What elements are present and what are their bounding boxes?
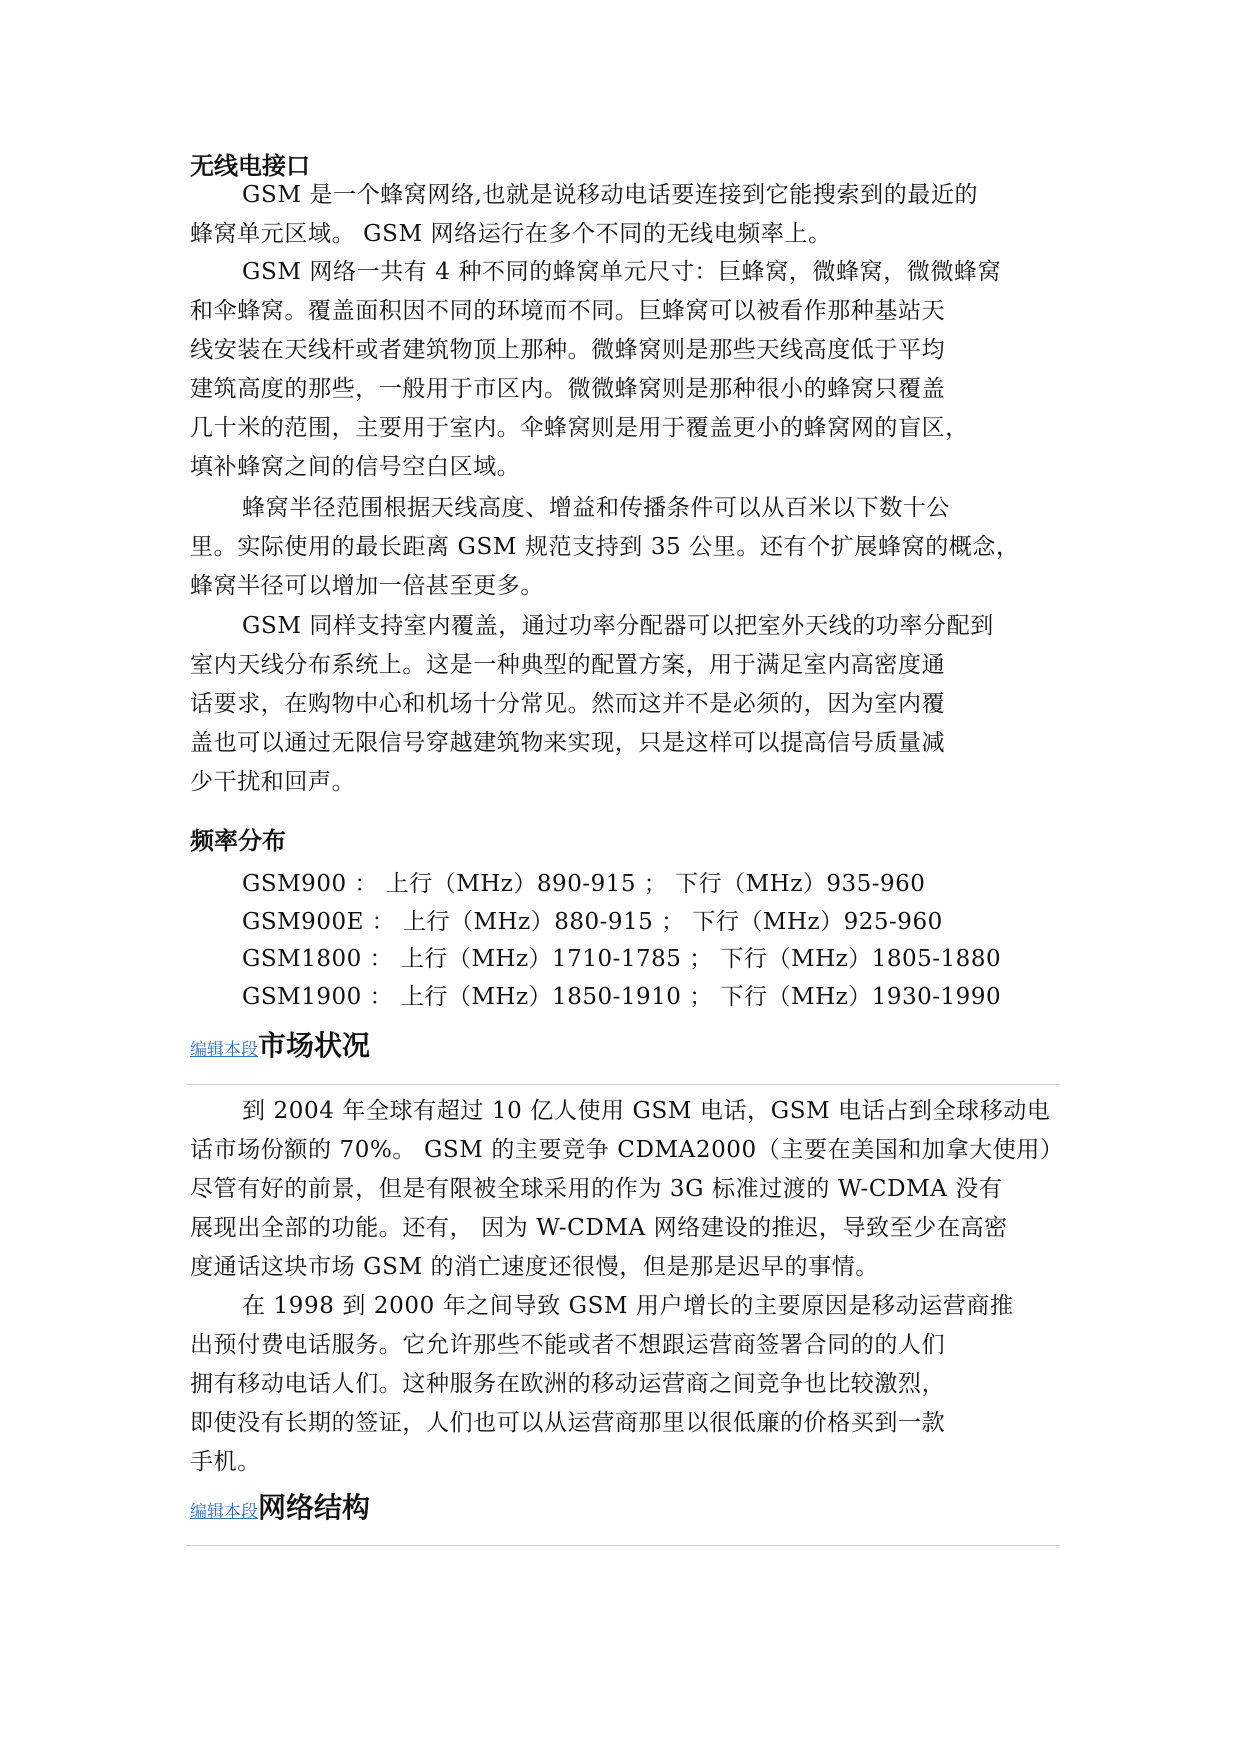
text-line: 少干扰和回声。 xyxy=(190,769,356,795)
frequency-row: GSM1800 ： 上行（MHz）1710-1785 ； 下行（MHz）1805-1880 xyxy=(242,946,1002,972)
text-line: 展现出全部的功能。还有， 因为 W-CDMA 网络建设的推迟，导致至少在高密 xyxy=(190,1215,1008,1241)
network-section-heading xyxy=(190,1490,370,1526)
market-section-heading xyxy=(190,1028,370,1064)
frequency-row: GSM900E ： 上行（MHz）880-915 ； 下行（MHz）925-960 xyxy=(242,908,943,935)
text-line: 出预付费电话服务。它允许那些不能或者不想跟运营商签署合同的的人们 xyxy=(190,1332,946,1358)
radio-interface-heading: 无线电接口 xyxy=(190,152,310,180)
edit-section-link[interactable]: 编辑本段 xyxy=(190,1502,258,1522)
frequency-list xyxy=(242,866,1001,1016)
text-line: 话市场份额的 70%。 GSM 的主要竞争 CDMA2000（主要在美国和加拿大使用） xyxy=(190,1137,1064,1163)
frequency-row: GSM1900 ： 上行（MHz）1850-1910 ； 下行（MHz）1930-1990 xyxy=(242,983,1002,1010)
market-paragraph-2 xyxy=(190,1287,1060,1482)
edit-section-link[interactable]: 编辑本段 xyxy=(190,1040,258,1060)
text-line: 手机。 xyxy=(190,1449,261,1475)
text-line: GSM 同样支持室内覆盖，通过功率分配器可以把室外天线的功率分配到 xyxy=(242,613,994,639)
network-heading: 网络结构 xyxy=(258,1491,371,1524)
text-line: 度通话这块市场 GSM 的消亡速度还很慢，但是那是迟早的事情。 xyxy=(190,1254,879,1280)
text-line: 话要求，在购物中心和机场十分常见。然而这并不是必须的，因为室内覆 xyxy=(190,691,946,717)
text-line: 几十米的范围，主要用于室内。伞蜂窝则是用于覆盖更小的蜂窝网的盲区， xyxy=(190,415,969,441)
text-line: GSM 是一个蜂窝网络,也就是说移动电话要连接到它能搜索到的最近的 xyxy=(242,182,979,208)
radio-paragraph-4 xyxy=(190,607,1060,802)
text-line: 线安装在天线杆或者建筑物顶上那种。微蜂窝则是那些天线高度低于平均 xyxy=(190,337,946,363)
frequency-heading: 频率分布 xyxy=(190,827,286,855)
market-paragraph-1 xyxy=(190,1092,1064,1287)
market-heading: 市场状况 xyxy=(258,1029,371,1062)
text-line: 尽管有好的前景，但是有限被全球采用的作为 3G 标准过渡的 W-CDMA 没有 xyxy=(190,1176,1003,1202)
text-line: 到 2004 年全球有超过 10 亿人使用 GSM 电话，GSM 电话占到全球移动电 xyxy=(242,1098,1051,1124)
text-line: 蜂窝半径范围根据天线高度、增益和传播条件可以从百米以下数十公 xyxy=(242,495,950,521)
text-line: 盖也可以通过无限信号穿越建筑物来实现，只是这样可以提高信号质量减 xyxy=(190,730,946,756)
text-line: 室内天线分布系统上。这是一种典型的配置方案，用于满足室内高密度通 xyxy=(190,652,946,678)
text-line: 填补蜂窝之间的信号空白区域。 xyxy=(190,454,521,480)
radio-paragraph-1 xyxy=(190,176,1060,254)
text-line: 拥有移动电话人们。这种服务在欧洲的移动运营商之间竞争也比较激烈， xyxy=(190,1371,946,1397)
radio-paragraph-2 xyxy=(190,253,1060,487)
text-line: 蜂窝单元区域。 GSM 网络运行在多个不同的无线电频率上。 xyxy=(190,221,832,247)
text-line: 里。实际使用的最长距离 GSM 规范支持到 35 公里。还有个扩展蜂窝的概念， xyxy=(190,534,1020,560)
text-line: 在 1998 到 2000 年之间导致 GSM 用户增长的主要原因是移动运营商推 xyxy=(242,1293,1014,1319)
section-divider xyxy=(186,1084,1060,1085)
frequency-row: GSM900 ： 上行（MHz）890-915 ； 下行（MHz）935-960 xyxy=(242,871,926,897)
radio-paragraph-3 xyxy=(190,489,1060,606)
text-line: 和伞蜂窝。覆盖面积因不同的环境而不同。巨蜂窝可以被看作那种基站天 xyxy=(190,298,946,324)
section-divider xyxy=(186,1545,1060,1546)
text-line: 即使没有长期的签证，人们也可以从运营商那里以很低廉的价格买到一款 xyxy=(190,1410,946,1436)
text-line: GSM 网络一共有 4 种不同的蜂窝单元尺寸：巨蜂窝，微蜂窝，微微蜂窝 xyxy=(242,259,1002,285)
text-line: 蜂窝半径可以增加一倍甚至更多。 xyxy=(190,573,544,599)
text-line: 建筑高度的那些，一般用于市区内。微微蜂窝则是那种很小的蜂窝只覆盖 xyxy=(190,376,946,402)
